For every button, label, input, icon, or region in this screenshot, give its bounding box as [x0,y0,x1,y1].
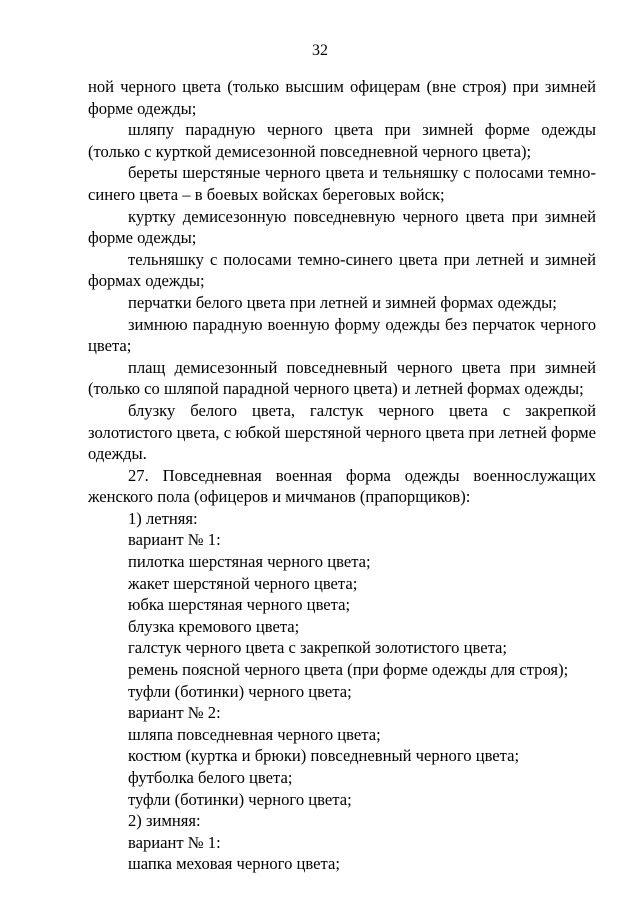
list-item: пилотка шерстяная черного цвета; [128,552,371,572]
list-item: туфли (ботинки) черного цвета; [128,789,352,809]
list-item: туфли (ботинки) черного цвета; [128,681,352,701]
section-paragraph: 27. Повседневная военная форма одежды военнослужащих женского пола (офицеров и мичманов (прапорщиков): [88,465,596,507]
paragraph: зимнюю парадную военную форму одежды без перчаток черного цвета; [88,314,596,356]
list-item: шляпа повседневная черного цвета; [128,724,381,744]
list-item: костюм (куртка и брюки) повседневный черного цвета; [128,746,520,766]
paragraph: перчатки белого цвета при летней и зимней формах одежды; [128,292,557,312]
list-item: вариант № 2: [128,703,221,723]
paragraph: плащ демисезонный повседневный черного цвета при зимней (только со шляпой парадной черного цвета) и летней формах одежды; [88,357,596,399]
paragraph: куртку демисезонную повседневную черного цвета при зимней форме одежды; [88,206,596,248]
list-item: юбка шерстяная черного цвета; [128,595,351,615]
paragraph: блузку белого цвета, галстук черного цвета с закрепкой золотистого цвета, с юбкой шерстяной черного цвета при летней форме одежды. [88,400,596,464]
list-item: жакет шерстяной черного цвета; [128,573,358,593]
list-item: вариант № 1: [128,832,221,852]
list-item: блузка кремового цвета; [128,616,300,636]
list-item: ремень поясной черного цвета (при форме одежды для строя); [128,660,569,680]
paragraph: береты шерстяные черного цвета и тельняшку с полосами темно-синего цвета – в боевых войсках береговых войск; [88,163,596,204]
paragraph: шляпу парадную черного цвета при зимней форме одежды (только с курткой демисезонной повседневной черного цвета); [88,120,596,161]
list-item: шапка меховая черного цвета; [128,854,340,874]
list-item: 2) зимняя: [128,811,201,831]
paragraph: тельняшку с полосами темно-синего цвета при летней и зимней формах одежды; [88,249,596,291]
list-item: галстук черного цвета с закрепкой золотистого цвета; [128,638,508,658]
list-item: 1) летняя: [128,508,198,528]
list-item: футболка белого цвета; [128,768,293,787]
document-body [88,76,596,875]
page-number: 32 [312,42,328,59]
paragraph: ной черного цвета (только высшим офицерам (вне строя) при зимней форме одежды; [88,77,596,118]
list-item: вариант № 1: [128,530,221,550]
